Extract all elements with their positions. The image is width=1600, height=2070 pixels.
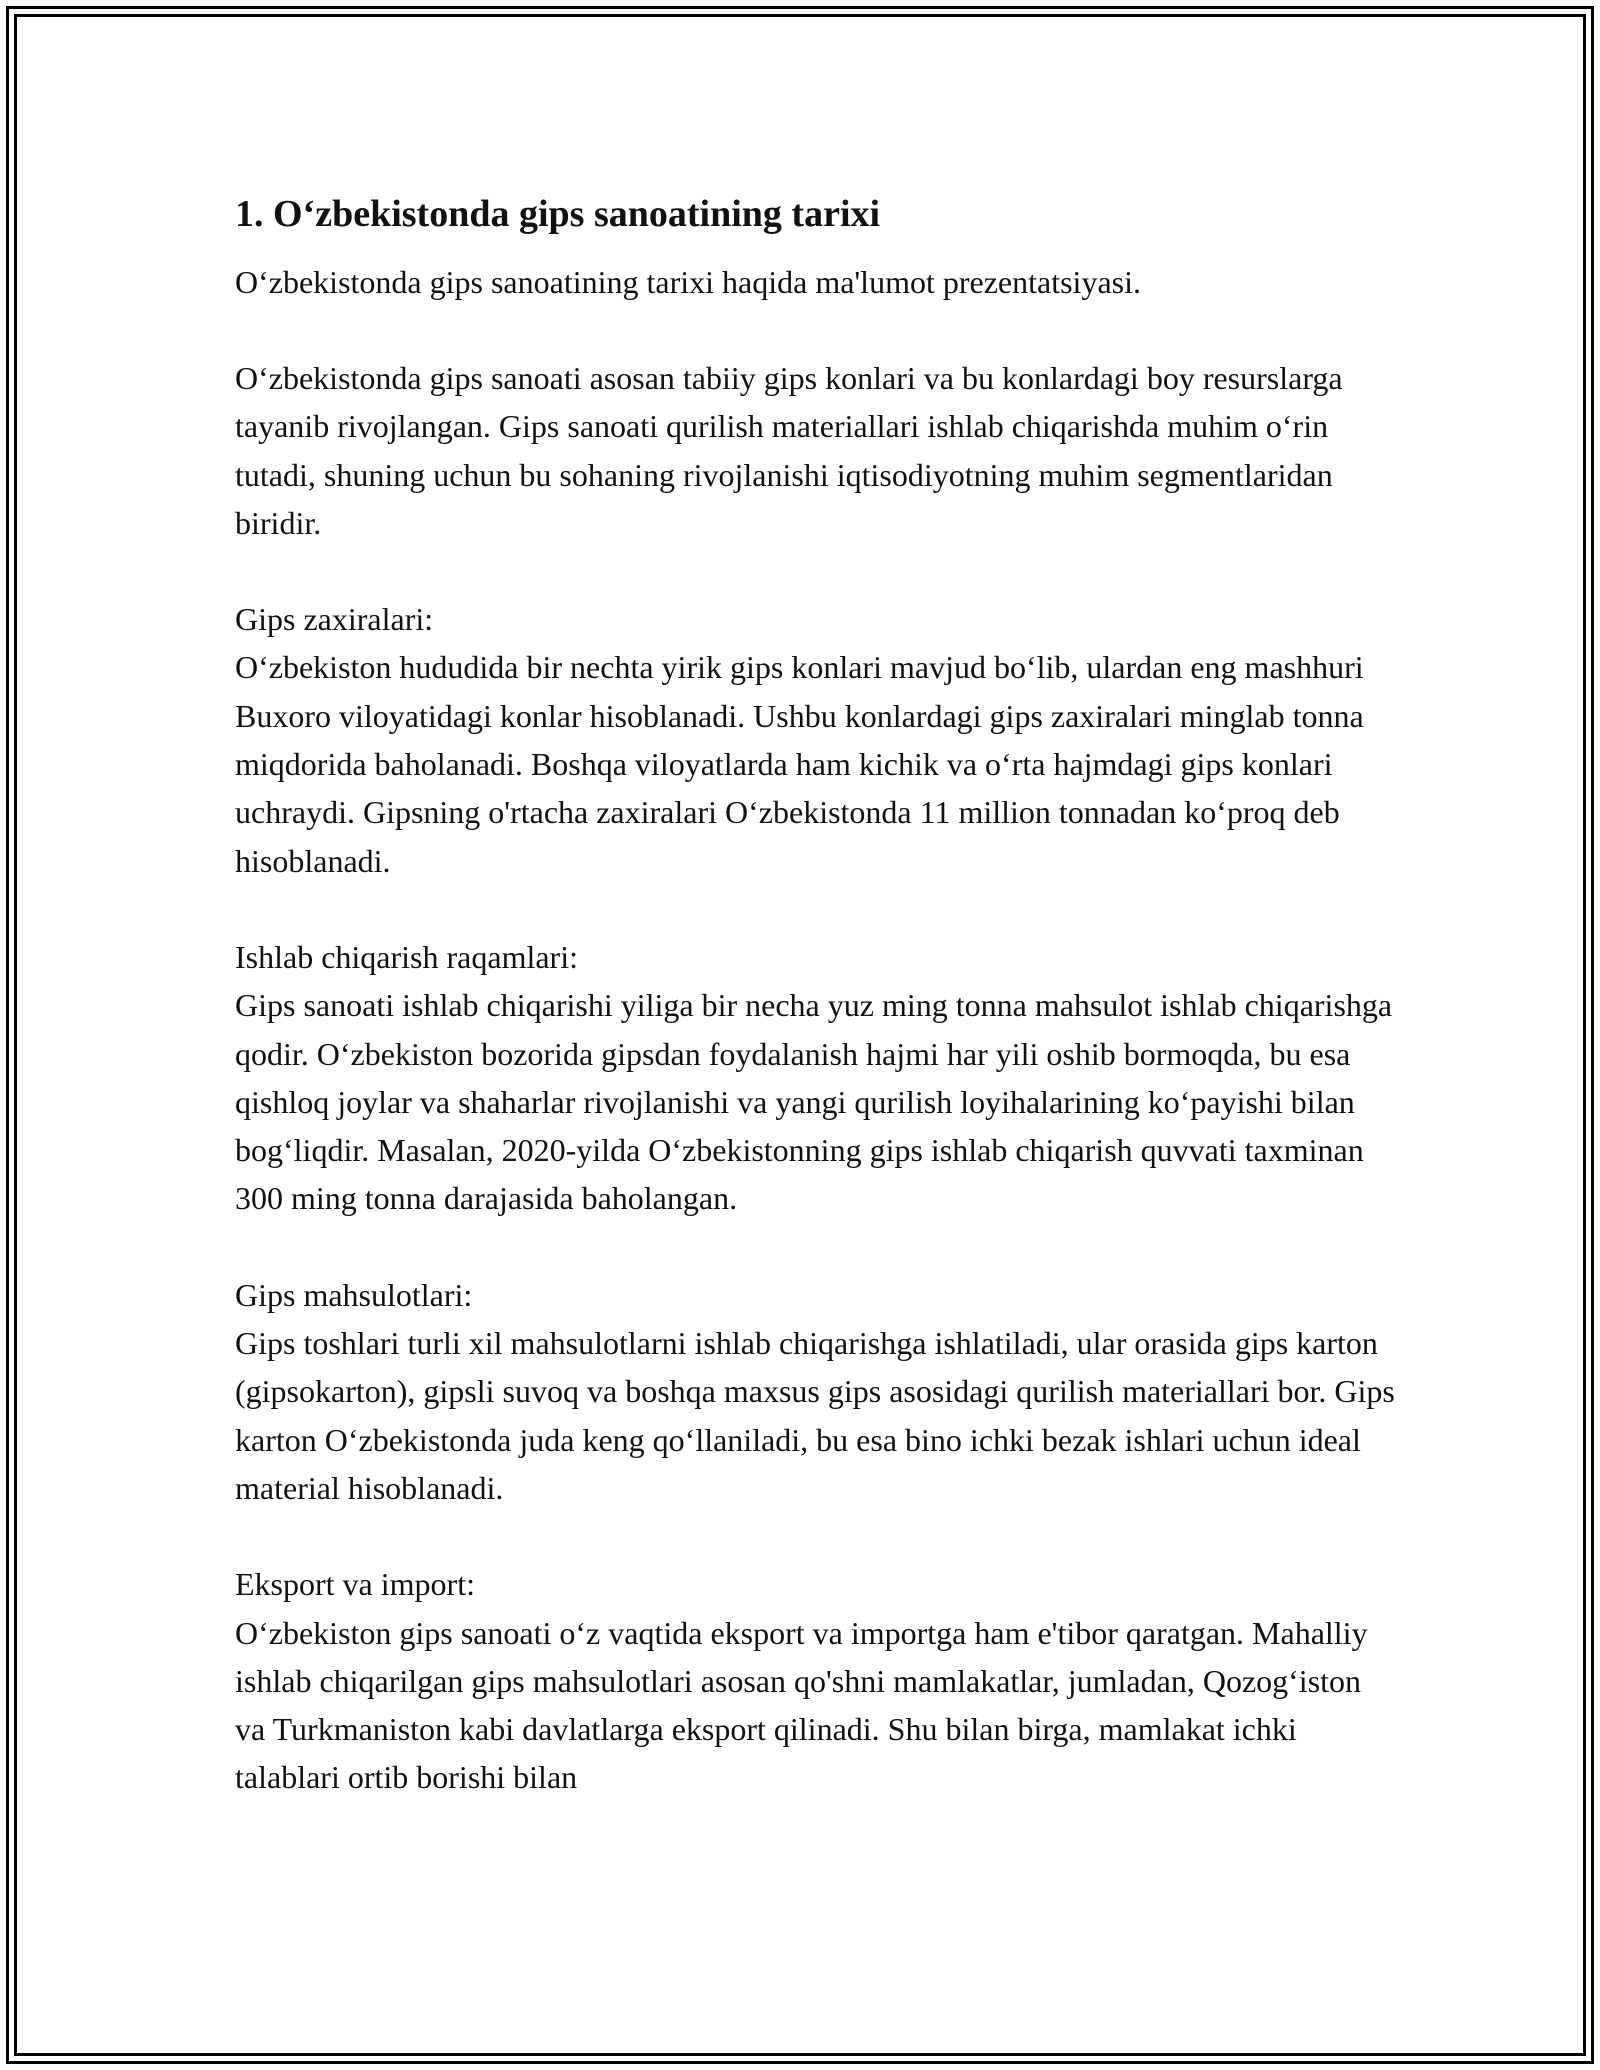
section-heading: Ishlab chiqarish raqamlari: bbox=[235, 938, 578, 975]
section-heading: Eksport va import: bbox=[235, 1566, 475, 1603]
section-reserves bbox=[235, 595, 1395, 885]
overview-paragraph: O‘zbekistonda gips sanoati asosan tabiiy gips konlari va bu konlardagi boy resurslarga tayanib rivojlangan. Gips sanoati qurilish materiallari ishlab chiqarishda muhim o‘rin tutadi, shuning uchun bu sohaning rivojlanishi iqtisodiyotning muhim segmentlaridan biridir. bbox=[235, 360, 1343, 541]
section-paragraph: Gips toshlari turli xil mahsulotlarni ishlab chiqarishga ishlatiladi, ular orasida gips karton (gipsokarton), gipsli suvoq va boshqa maxsus gips asosidagi qurilish materiallari bor. Gips karton O‘zbekistonda juda keng qo‘llaniladi, bu esa bino ichki bezak ishlari uchun ideal material hisoblanadi. bbox=[235, 1325, 1395, 1506]
section-paragraph: O‘zbekiston gips sanoati o‘z vaqtida eksport va importga ham e'tibor qaratgan. Mahalliy ishlab chiqarilgan gips mahsulotlari asosan qo'shni mamlakatlar, jumladan, Qozog‘iston va Turkmaniston kabi davlatlarga eksport qilinadi. Shu bilan birga, mamlakat ichki talablari ortib borishi bilan bbox=[235, 1614, 1368, 1796]
section-export-import bbox=[235, 1560, 1395, 1801]
section-heading: Gips zaxiralari: bbox=[235, 601, 434, 638]
section-heading: Gips mahsulotlari: bbox=[235, 1276, 473, 1313]
intro-paragraph: O‘zbekistonda gips sanoatining tarixi haqida ma'lumot prezentatsiyasi. bbox=[235, 264, 1141, 300]
document-title: 1. O‘zbekistonda gips sanoatining tarixi bbox=[235, 193, 881, 235]
section-production-figures bbox=[235, 933, 1395, 1223]
document-body bbox=[235, 188, 1395, 1850]
section-paragraph: O‘zbekiston hududida bir nechta yirik gips konlari mavjud bo‘lib, ulardan eng mashhuri Buxoro viloyatidagi konlar hisoblanadi. Ushbu konlardagi gips zaxiralari minglab tonna miqdorida baholanadi. Boshqa viloyatlarda ham kichik va o‘rta hajmdagi gips konlari uchraydi. Gipsning o'rtacha zaxiralari O‘zbekistonda 11 million tonnadan ko‘proq deb hisoblanadi. bbox=[235, 649, 1364, 879]
section-paragraph: Gips sanoati ishlab chiqarishi yiliga bir necha yuz ming tonna mahsulot ishlab chiqarishga qodir. O‘zbekiston bozorida gipsdan foydalanish hajmi har yili oshib bormoqda, bu esa qishloq joylar va shaharlar rivojlanishi va yangi qurilish loyihalarining ko‘payishi bilan bog‘liqdir. Masalan, 2020-yilda O‘zbekistonning gips ishlab chiqarish quvvati taxminan 300 ming tonna darajasida baholangan. bbox=[235, 987, 1393, 1217]
section-products bbox=[235, 1271, 1395, 1512]
